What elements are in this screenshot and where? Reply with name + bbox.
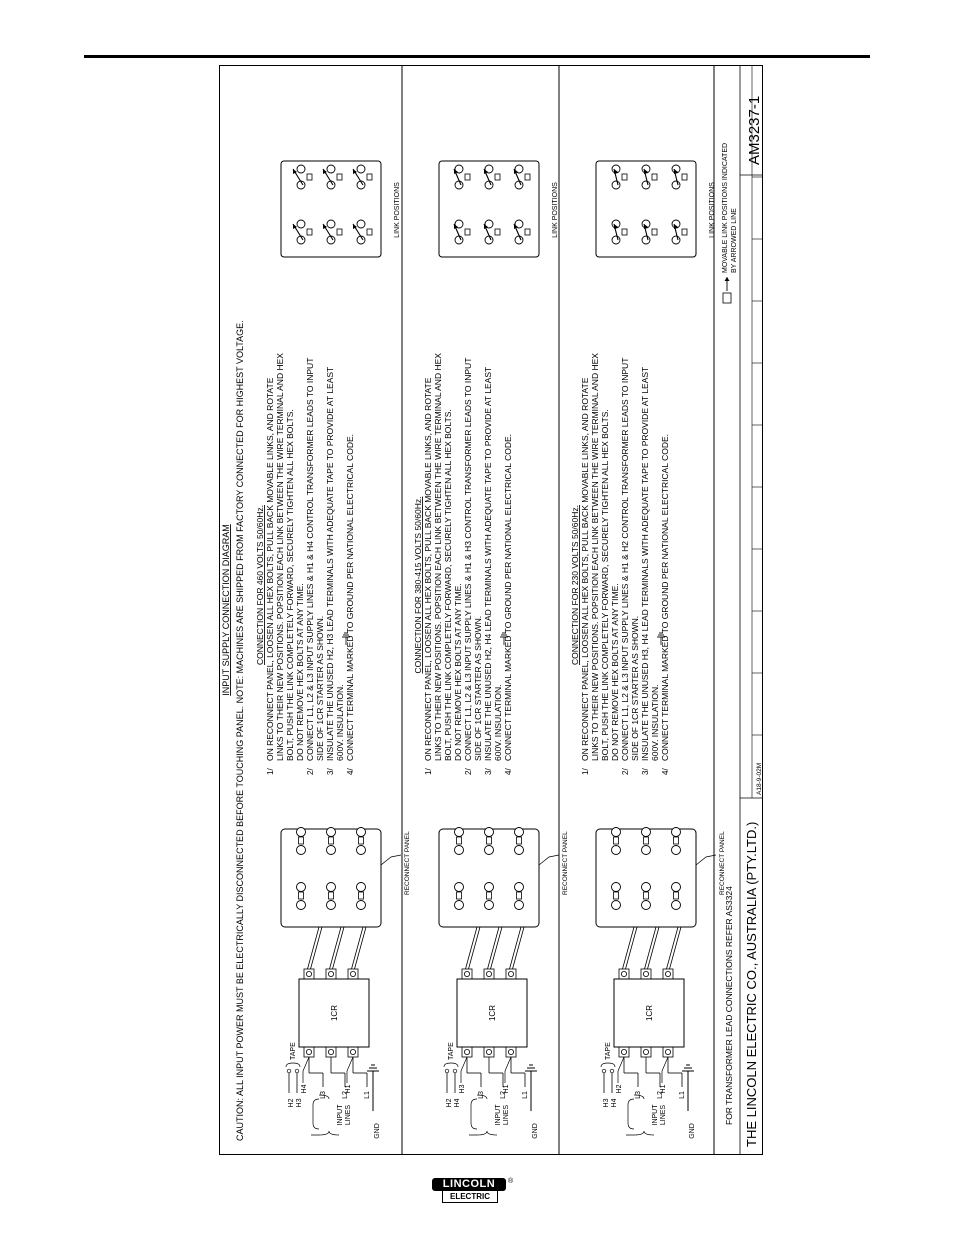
link-bar	[307, 174, 312, 180]
link-stud	[297, 220, 305, 228]
control-lead	[347, 1057, 353, 1071]
panel-stud	[672, 883, 681, 892]
panel-stud	[642, 901, 651, 910]
terminal-screw	[508, 1049, 513, 1054]
lead-end	[610, 1069, 614, 1073]
panel-stud	[485, 828, 494, 837]
logo-registered-mark: ®	[508, 1178, 514, 1185]
step-number: 4/	[346, 768, 355, 775]
panel-stud	[327, 901, 336, 910]
input-lines-label: LINES	[345, 1104, 352, 1126]
step-text: LINKS TO THEIR NEW POSITIONS. POPSITION EACH LINK BETWEEN THE WIRE TERMINAL AND HEX	[275, 353, 285, 761]
link-bar	[465, 174, 470, 180]
panel-stud	[327, 846, 336, 855]
drawing-number: AM3237-1	[746, 95, 763, 165]
panel-wire	[308, 927, 320, 969]
movable-link	[614, 892, 619, 899]
terminal-screw	[464, 1049, 469, 1054]
panel-wire	[645, 927, 657, 969]
terminal-screw	[665, 1049, 670, 1054]
panel-stud	[327, 828, 336, 837]
panel-stud	[455, 846, 464, 855]
link-bar	[682, 174, 687, 180]
link-stud	[485, 181, 493, 189]
link-stud	[455, 181, 463, 189]
link-positions-label: LINK POSITIONS	[709, 182, 716, 238]
step-number: 3/	[326, 768, 335, 775]
gnd-label: GND	[532, 1123, 539, 1139]
lead-end	[295, 1069, 299, 1073]
connection-section	[255, 161, 411, 1139]
link-stud	[357, 165, 365, 173]
step-text: DO NOT REMOVE HEX BOLTS AT ANY TIME.	[610, 583, 620, 761]
lead-label: H1	[660, 1084, 667, 1094]
link-stud	[327, 220, 335, 228]
panel-stud	[642, 846, 651, 855]
line-label: L1	[364, 1091, 371, 1099]
step-number: 1/	[266, 768, 275, 775]
panel-wire	[469, 927, 481, 969]
section-heading: CONNECTION FOR 380-415 VOLTS 50/60Hz.	[413, 496, 423, 674]
lincoln-electric-logo	[432, 1178, 514, 1204]
step-text: DO NOT REMOVE HEX BOLTS AT ANY TIME.	[453, 583, 463, 761]
link-stud	[612, 236, 620, 244]
link-bar	[682, 229, 687, 235]
movable-link	[674, 837, 679, 844]
panel-stud	[612, 828, 621, 837]
input-lines-label: INPUT	[652, 1104, 659, 1126]
step-number: 3/	[641, 768, 650, 775]
step-text: CONNECT L1, L2 & L3 INPUT SUPPLY LINES & H1 & H4 CONTROL TRANSFORMER LEADS TO INPUT	[305, 357, 315, 761]
movable-link	[329, 837, 334, 844]
panel-stud	[357, 883, 366, 892]
input-lines-label: INPUT	[495, 1104, 502, 1126]
movable-link	[487, 892, 492, 899]
panel-wire	[466, 927, 478, 969]
step-text: CONNECT TERMINAL MARKED TO GROUND PER NATIONAL ELECTRICAL CODE.	[345, 434, 355, 761]
panel-wire	[513, 927, 525, 969]
terminal-screw	[621, 1049, 626, 1054]
step-number: 1/	[581, 768, 590, 775]
panel-wire	[311, 927, 323, 969]
step-text: BOLT, PUSH THE LINK COMPLETELY FORWARD, SECURELY TIGHTEN ALL HEX BOLTS.	[600, 409, 610, 761]
diagram-title: INPUT SUPPLY CONNECTION DIAGRAM	[221, 524, 231, 696]
legend-link-symbol	[723, 293, 731, 303]
panel-stud	[642, 828, 651, 837]
terminal-screw	[486, 971, 491, 976]
link-stud	[485, 236, 493, 244]
page-top-rule	[84, 55, 870, 58]
movable-link	[457, 892, 462, 899]
step-text: INSULATE THE UNUSED H2, H3 LEAD TERMINALS WITH ADEQUATE TAPE TO PROVIDE AT LEAST	[325, 366, 335, 761]
link-stud	[327, 165, 335, 173]
movable-link	[299, 892, 304, 899]
input-lines-brace	[313, 1099, 319, 1129]
caution-text: CAUTION: ALL INPUT POWER MUST BE ELECTRICALLY DISCONNECTED BEFORE TOUCHING PANEL. NOTE: MACHINES ARE SHIPPED FROM FACTORY CONNECTED FOR HIGHEST VOLTAGE.	[235, 320, 245, 1141]
terminal-screw	[665, 971, 670, 976]
tape-label: TAPE	[448, 1042, 455, 1060]
panel-stud	[672, 828, 681, 837]
connection-section	[570, 161, 726, 1139]
movable-link	[329, 892, 334, 899]
tape-label: TAPE	[605, 1042, 612, 1060]
panel-stud	[612, 901, 621, 910]
panel-stud	[297, 883, 306, 892]
input-lines-brace	[471, 1099, 477, 1129]
terminal-screw	[306, 1049, 311, 1054]
logo-bottom-text: ELECTRIC	[442, 1191, 498, 1203]
link-bar	[622, 229, 627, 235]
panel-wire	[626, 927, 638, 969]
lead-label: H4	[301, 1084, 308, 1094]
tape-brace	[601, 1063, 615, 1067]
step-number: 4/	[504, 768, 513, 775]
line-label: L2	[342, 1091, 349, 1099]
reconnect-panel-label: RECONNECT PANEL	[404, 831, 411, 895]
line-label: L3	[320, 1091, 327, 1099]
link-bar	[337, 174, 342, 180]
line-label: L3	[478, 1091, 485, 1099]
lead-label-top: H3	[296, 1098, 303, 1108]
lead-end	[445, 1069, 449, 1073]
link-bar	[367, 174, 372, 180]
movable-link	[359, 892, 364, 899]
link-stud	[357, 220, 365, 228]
panel-stud	[642, 883, 651, 892]
step-text: ON RECONNECT PANEL, LOOSEN ALL HEX BOLTS, PULL BACK MOVABLE LINKS, AND ROTATE	[265, 377, 275, 761]
lead-label-top: H4	[611, 1098, 618, 1108]
panel-stud	[357, 828, 366, 837]
lead-label: H3	[459, 1084, 466, 1094]
step-text: BOLT, PUSH THE LINK COMPLETELY FORWARD, SECURELY TIGHTEN ALL HEX BOLTS.	[285, 409, 295, 761]
control-lead	[303, 1057, 309, 1071]
terminal-screw	[350, 971, 355, 976]
gnd-label: GND	[689, 1123, 696, 1139]
logo-top-text: LINCOLN	[432, 1178, 506, 1191]
link-bar	[652, 229, 657, 235]
terminal-screw	[328, 971, 333, 976]
reconnect-panel	[281, 828, 411, 928]
link-positions-diagram	[281, 161, 401, 257]
panel-stud	[672, 901, 681, 910]
input-lines-brace	[469, 1095, 497, 1135]
step-text: ON RECONNECT PANEL, LOOSEN ALL HEX BOLTS, PULL BACK MOVABLE LINKS, AND ROTATE	[423, 377, 433, 761]
terminal-screw	[621, 971, 626, 976]
movable-link	[674, 892, 679, 899]
link-stud	[612, 181, 620, 189]
link-stud	[515, 236, 523, 244]
transformer-note: FOR TRANSFORMER LEAD CONNECTIONS REFER AS3324	[724, 886, 734, 1125]
input-lines-label: LINES	[660, 1104, 667, 1126]
connection-section	[413, 161, 569, 1139]
step-number: 1/	[424, 768, 433, 775]
panel-wire	[667, 927, 679, 969]
link-positions-diagram	[439, 161, 559, 257]
panel-stud	[515, 883, 524, 892]
link-stud	[515, 181, 523, 189]
movable-link	[487, 837, 492, 844]
step-text: SIDE OF 1CR STARTER AS SHOWN.	[473, 615, 483, 761]
step-text: LINKS TO THEIR NEW POSITIONS. POPSITION EACH LINK BETWEEN THE WIRE TERMINAL AND HEX	[433, 353, 443, 761]
link-stud	[672, 236, 680, 244]
step-text: INSULATE THE UNUSED H2, H4 LEAD TERMINALS WITH ADEQUATE TAPE TO PROVIDE AT LEAST	[483, 366, 493, 761]
link-bar	[622, 174, 627, 180]
input-lines-brace	[628, 1099, 634, 1129]
panel-stud	[672, 846, 681, 855]
link-positions-label: LINK POSITIONS	[552, 182, 559, 238]
link-bar	[495, 174, 500, 180]
panel-wire	[491, 927, 503, 969]
step-text: LINKS TO THEIR NEW POSITIONS. POPSITION EACH LINK BETWEEN THE WIRE TERMINAL AND HEX	[590, 353, 600, 761]
link-stud	[672, 181, 680, 189]
legend-text: MOVABLE LINK POSITIONS INDICATED	[722, 142, 729, 273]
terminal-screw	[643, 971, 648, 976]
step-text: 600V. INSULATION.	[650, 684, 660, 761]
panel-stud	[455, 828, 464, 837]
panel-wire	[355, 927, 367, 969]
step-text: CONNECT TERMINAL MARKED TO GROUND PER NATIONAL ELECTRICAL CODE.	[503, 434, 513, 761]
company-name: THE LINCOLN ELECTRIC CO., AUSTRALIA (PTY.LTD.)	[744, 821, 759, 1147]
panel-wire	[488, 927, 500, 969]
terminal-screw	[306, 971, 311, 976]
movable-link	[517, 892, 522, 899]
link-stud	[642, 181, 650, 189]
terminal-screw	[643, 1049, 648, 1054]
input-lines-label: LINES	[503, 1104, 510, 1126]
link-stud	[297, 165, 305, 173]
panel-stud	[455, 883, 464, 892]
step-text: SIDE OF 1CR STARTER AS SHOWN.	[315, 615, 325, 761]
reconnect-panel	[596, 828, 726, 928]
input-supply-connection-diagram	[219, 65, 763, 1155]
panel-wire	[648, 927, 660, 969]
movable-link	[644, 837, 649, 844]
lead-end	[602, 1069, 606, 1073]
control-lead	[505, 1057, 511, 1071]
panel-wire	[333, 927, 345, 969]
panel-stud	[485, 883, 494, 892]
terminal-screw	[350, 1049, 355, 1054]
reconnect-panel-label: RECONNECT PANEL	[719, 831, 726, 895]
movable-link	[299, 837, 304, 844]
step-number: 2/	[306, 768, 315, 775]
panel-stud	[297, 901, 306, 910]
panel-stud	[515, 828, 524, 837]
lead-end	[453, 1069, 457, 1073]
contactor-label: 1CR	[330, 1004, 339, 1022]
input-lines-brace	[626, 1095, 654, 1135]
step-number: 2/	[464, 768, 473, 775]
link-positions-label: LINK POSITIONS	[394, 182, 401, 238]
link-bar	[465, 229, 470, 235]
link-bar	[367, 229, 372, 235]
legend-arrow-head	[725, 277, 730, 281]
panel-stud	[612, 883, 621, 892]
panel-stud	[455, 901, 464, 910]
step-text: 600V. INSULATION.	[335, 684, 345, 761]
tape-brace	[444, 1063, 458, 1067]
line-label: L1	[522, 1091, 529, 1099]
line-label: L3	[635, 1091, 642, 1099]
lead-label-top: H3	[603, 1098, 610, 1108]
reconnect-panel	[439, 828, 569, 928]
terminal-screw	[328, 1049, 333, 1054]
panel-stud	[515, 901, 524, 910]
control-lead	[662, 1057, 668, 1071]
link-stud	[455, 236, 463, 244]
gnd-label: GND	[374, 1123, 381, 1139]
panel-wire	[330, 927, 342, 969]
panel-leader	[381, 855, 401, 865]
panel-leader	[696, 855, 716, 865]
step-number: 3/	[484, 768, 493, 775]
lead-end	[287, 1069, 291, 1073]
step-text: CONNECT L1, L2 & L3 INPUT SUPPLY LINES & H1 & H2 CONTROL TRANSFORMER LEADS TO INPUT	[620, 357, 630, 761]
lead-label-top: H2	[288, 1098, 295, 1108]
movable-link	[457, 837, 462, 844]
panel-wire	[623, 927, 635, 969]
terminal-screw	[464, 971, 469, 976]
date-code: A18-9-02M	[756, 762, 763, 795]
line-label: L2	[500, 1091, 507, 1099]
panel-stud	[485, 846, 494, 855]
line-label: L1	[679, 1091, 686, 1099]
step-number: 4/	[661, 768, 670, 775]
step-text: CONNECT L1, L2 & L3 INPUT SUPPLY LINES & H1 & H3 CONTROL TRANSFORMER LEADS TO INPUT	[463, 357, 473, 761]
panel-leader	[539, 855, 559, 865]
section-heading: CONNECTION FOR 230 VOLTS 50/60Hz.	[570, 505, 580, 665]
control-lead	[618, 1057, 624, 1071]
input-lines-brace	[311, 1095, 339, 1135]
link-stud	[642, 236, 650, 244]
panel-stud	[612, 846, 621, 855]
movable-link	[614, 837, 619, 844]
step-number: 2/	[621, 768, 630, 775]
panel-wire	[670, 927, 682, 969]
link-bar	[307, 229, 312, 235]
step-text: BOLT, PUSH THE LINK COMPLETELY FORWARD, SECURELY TIGHTEN ALL HEX BOLTS.	[443, 409, 453, 761]
tape-brace	[286, 1063, 300, 1067]
legend-text: BY ARROWED LINE	[731, 208, 738, 273]
movable-link	[517, 837, 522, 844]
panel-stud	[485, 901, 494, 910]
tape-label: TAPE	[290, 1042, 297, 1060]
step-text: SIDE OF 1CR STARTER AS SHOWN.	[630, 615, 640, 761]
control-lead	[461, 1057, 467, 1071]
movable-link	[359, 837, 364, 844]
panel-stud	[515, 846, 524, 855]
movable-link	[644, 892, 649, 899]
panel-stud	[297, 828, 306, 837]
panel-stud	[297, 846, 306, 855]
rotated-content	[221, 65, 763, 1155]
link-bar	[525, 174, 530, 180]
link-positions-diagram	[596, 161, 716, 257]
lead-label-top: H4	[454, 1098, 461, 1108]
lead-label-top: H2	[446, 1098, 453, 1108]
lead-label: H2	[616, 1084, 623, 1094]
section-heading: CONNECTION FOR 460 VOLTS 50/60Hz.	[255, 505, 265, 665]
link-bar	[495, 229, 500, 235]
step-text: CONNECT TERMINAL MARKED TO GROUND PER NATIONAL ELECTRICAL CODE.	[660, 434, 670, 761]
step-text: DO NOT REMOVE HEX BOLTS AT ANY TIME.	[295, 583, 305, 761]
step-text: 600V. INSULATION.	[493, 684, 503, 761]
connection-diagram-sheet	[219, 65, 763, 1155]
step-text: ON RECONNECT PANEL, LOOSEN ALL HEX BOLTS, PULL BACK MOVABLE LINKS, AND ROTATE	[580, 377, 590, 761]
link-bar	[525, 229, 530, 235]
panel-wire	[510, 927, 522, 969]
panel-stud	[357, 846, 366, 855]
lead-label: H1	[503, 1084, 510, 1094]
step-text: INSULATE THE UNUSED H3, H4 LEAD TERMINALS WITH ADEQUATE TAPE TO PROVIDE AT LEAST	[640, 366, 650, 761]
link-bar	[337, 229, 342, 235]
contactor-label: 1CR	[488, 1004, 497, 1022]
line-label: L2	[657, 1091, 664, 1099]
panel-wire	[352, 927, 364, 969]
contactor-label: 1CR	[645, 1004, 654, 1022]
reconnect-panel-label: RECONNECT PANEL	[562, 831, 569, 895]
panel-stud	[357, 901, 366, 910]
terminal-screw	[486, 1049, 491, 1054]
link-bar	[652, 174, 657, 180]
lead-label: H1	[345, 1084, 352, 1094]
terminal-screw	[508, 971, 513, 976]
panel-stud	[327, 883, 336, 892]
input-lines-label: INPUT	[337, 1104, 344, 1126]
